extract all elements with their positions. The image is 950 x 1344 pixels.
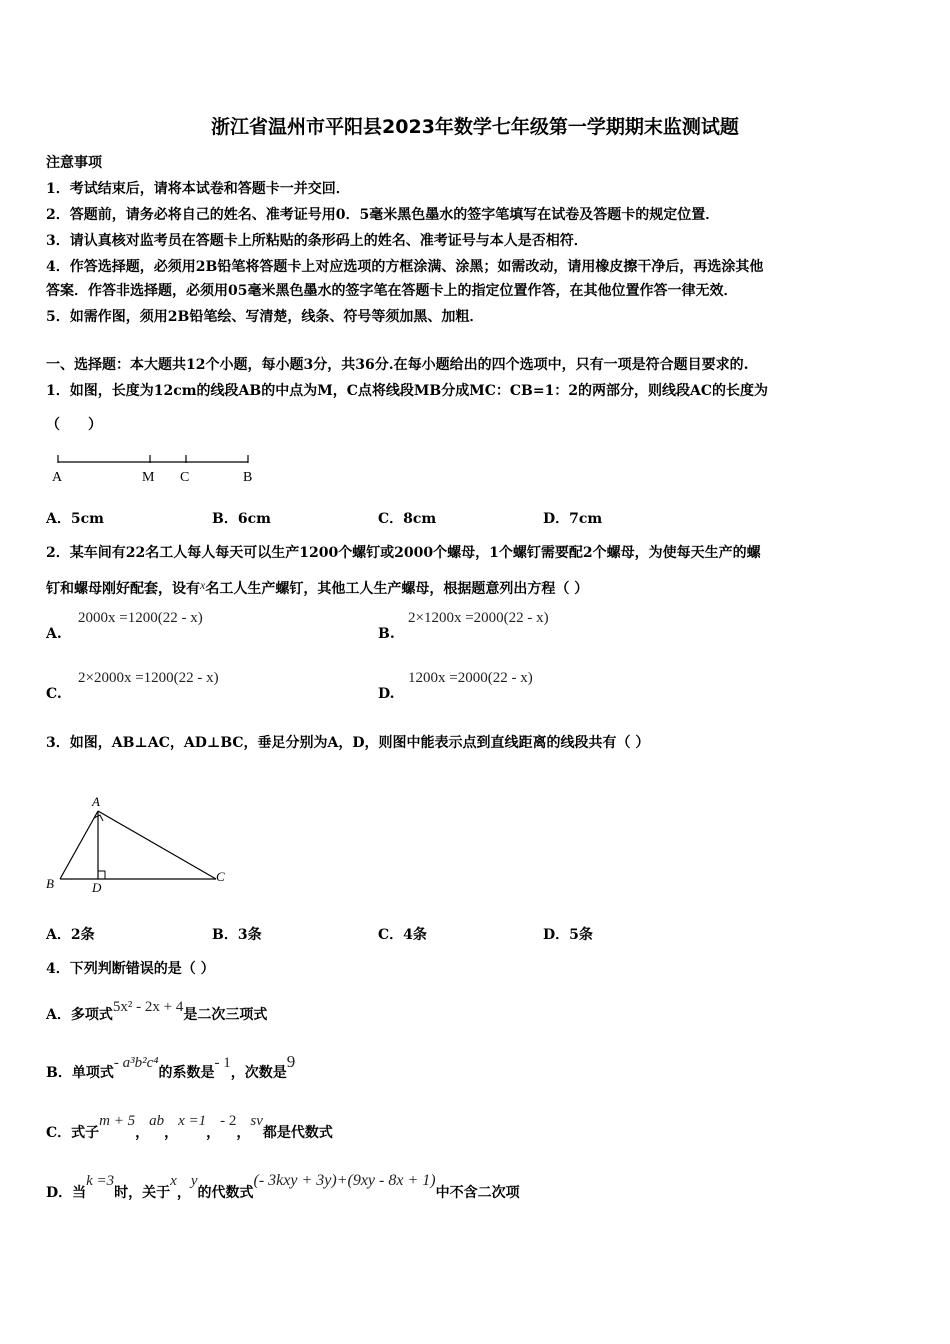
q1-option-c[interactable]: C．8cm (378, 511, 437, 527)
q4-stem: 4．下列判断错误的是（ ） (46, 961, 215, 977)
q2-option-b-label[interactable]: B. (378, 626, 395, 642)
q2-option-d-label[interactable]: D. (378, 686, 395, 702)
notice-item: 3．请认真核对监考员在答题卡上所粘贴的条形码上的姓名、准考证号与本人是否相符． (46, 233, 588, 249)
q3-option-d[interactable]: D．5条 (543, 927, 593, 943)
notice-item: 2．答题前，请务必将自己的姓名、准考证号用0．5毫米黑色墨水的签字笔填写在试卷及答题卡的规定位置． (46, 207, 720, 223)
q4-option-c[interactable]: C．式子m + 5，ab，x =1，- 2，sv都是代数式 (46, 1113, 333, 1141)
q4-b-degree: 9 (286, 1052, 296, 1071)
q3-option-c[interactable]: C．4条 (378, 927, 427, 943)
section-heading: 一、选择题：本大题共12个小题，每小题3分，共36分.在每小题给出的四个选项中，只有一项是符合题目要求的. (46, 357, 749, 373)
q4-c-item: ab (149, 1113, 165, 1129)
q4-d-condition: k =3 (86, 1173, 115, 1189)
q2-option-b-equation[interactable]: 2×1200x =2000(22 - x) (408, 610, 549, 626)
q1-label-a: A (52, 470, 63, 485)
q4-c-item: m + 5 (99, 1113, 136, 1129)
notice-item: 4．作答选择题，必须用2B铅笔将答题卡上对应选项的方框涂满、涂黑；如需改动，请用橡皮擦干净后，再选涂其他 (46, 259, 764, 275)
q4-c-item: - 2 (220, 1113, 237, 1129)
q1-option-b[interactable]: B．6cm (212, 511, 271, 527)
q1-segment-figure (46, 450, 266, 490)
q2-stem: 2．某车间有22名工人每人每天可以生产1200个螺钉或2000个螺母，1个螺钉需要配2个螺母，为使每天生产的螺 (46, 545, 761, 561)
q4-option-b[interactable]: B．单项式- a³b²c⁴的系数是- 1，次数是9 (46, 1052, 296, 1081)
q1-label-m: M (142, 470, 155, 485)
notice-item: 5．如需作图，须用2B铅笔绘、写清楚，线条、符号等须加黑、加粗． (46, 309, 484, 325)
q3-option-b[interactable]: B．3条 (212, 927, 262, 943)
q2-option-a-equation[interactable]: 2000x =1200(22 - x) (78, 610, 203, 626)
q3-option-a[interactable]: A．2条 (46, 927, 95, 943)
page-title: 浙江省温州市平阳县2023年数学七年级第一学期期末监测试题 (211, 116, 739, 138)
q1-stem: 1．如图，长度为12cm的线段AB的中点为M，C点将线段MB分成MC：CB=1：2的两部分，则线段AC的长度为 (46, 383, 769, 399)
q4-option-a[interactable]: A．多项式5x² - 2x + 4是二次三项式 (46, 999, 268, 1023)
notice-item: 1．考试结束后，请将本试卷和答题卡一并交回． (46, 181, 350, 197)
q3-label-a: A (92, 794, 100, 809)
q4-b-coefficient: - 1 (214, 1055, 231, 1071)
q2-option-c-label[interactable]: C. (46, 686, 62, 702)
q3-triangle-figure (40, 788, 240, 898)
q2-variable: x (200, 578, 206, 592)
q2-stem-line2: 钉和螺母刚好配套，设有x名工人生产螺钉，其他工人生产螺母，根据题意列出方程（ ） (46, 578, 589, 597)
q2-option-a-label[interactable]: A. (46, 626, 62, 642)
q3-label-c: C (216, 869, 225, 884)
q2-option-c-equation[interactable]: 2×2000x =1200(22 - x) (78, 670, 219, 686)
q4-a-expression: 5x² - 2x + 4 (112, 999, 184, 1015)
q1-option-a[interactable]: A．5cm (46, 511, 104, 527)
q4-option-d[interactable]: D．当k =3时，关于x，y的代数式(- 3kxy + 3y)+(9xy - 8x + 1)中不含二次项 (46, 1172, 520, 1201)
q2-option-d-equation[interactable]: 1200x =2000(22 - x) (408, 670, 533, 686)
q3-label-d: D (92, 880, 102, 895)
notice-item: 答案．作答非选择题，必须用05毫米黑色墨水的签字笔在答题卡上的指定位置作答，在其他位置作答一律无效． (46, 283, 738, 299)
q1-option-d[interactable]: D．7cm (543, 511, 603, 527)
notice-heading: 注意事项 (46, 155, 102, 171)
q1-label-b: B (243, 470, 253, 485)
q4-c-item: x =1 (178, 1113, 207, 1129)
q3-stem: 3．如图，AB⊥AC，AD⊥BC，垂足分别为A，D，则图中能表示点到直线距离的线段共有（ ） (46, 735, 650, 751)
q4-c-item: sv (250, 1113, 263, 1129)
q1-blank: （ ） (46, 417, 102, 433)
q1-label-c: C (180, 470, 190, 485)
q3-label-b: B (46, 876, 54, 891)
q4-d-expression: (- 3kxy + 3y)+(9xy - 8x + 1) (253, 1172, 436, 1189)
q4-b-expression: - a³b²c⁴ (113, 1055, 159, 1071)
